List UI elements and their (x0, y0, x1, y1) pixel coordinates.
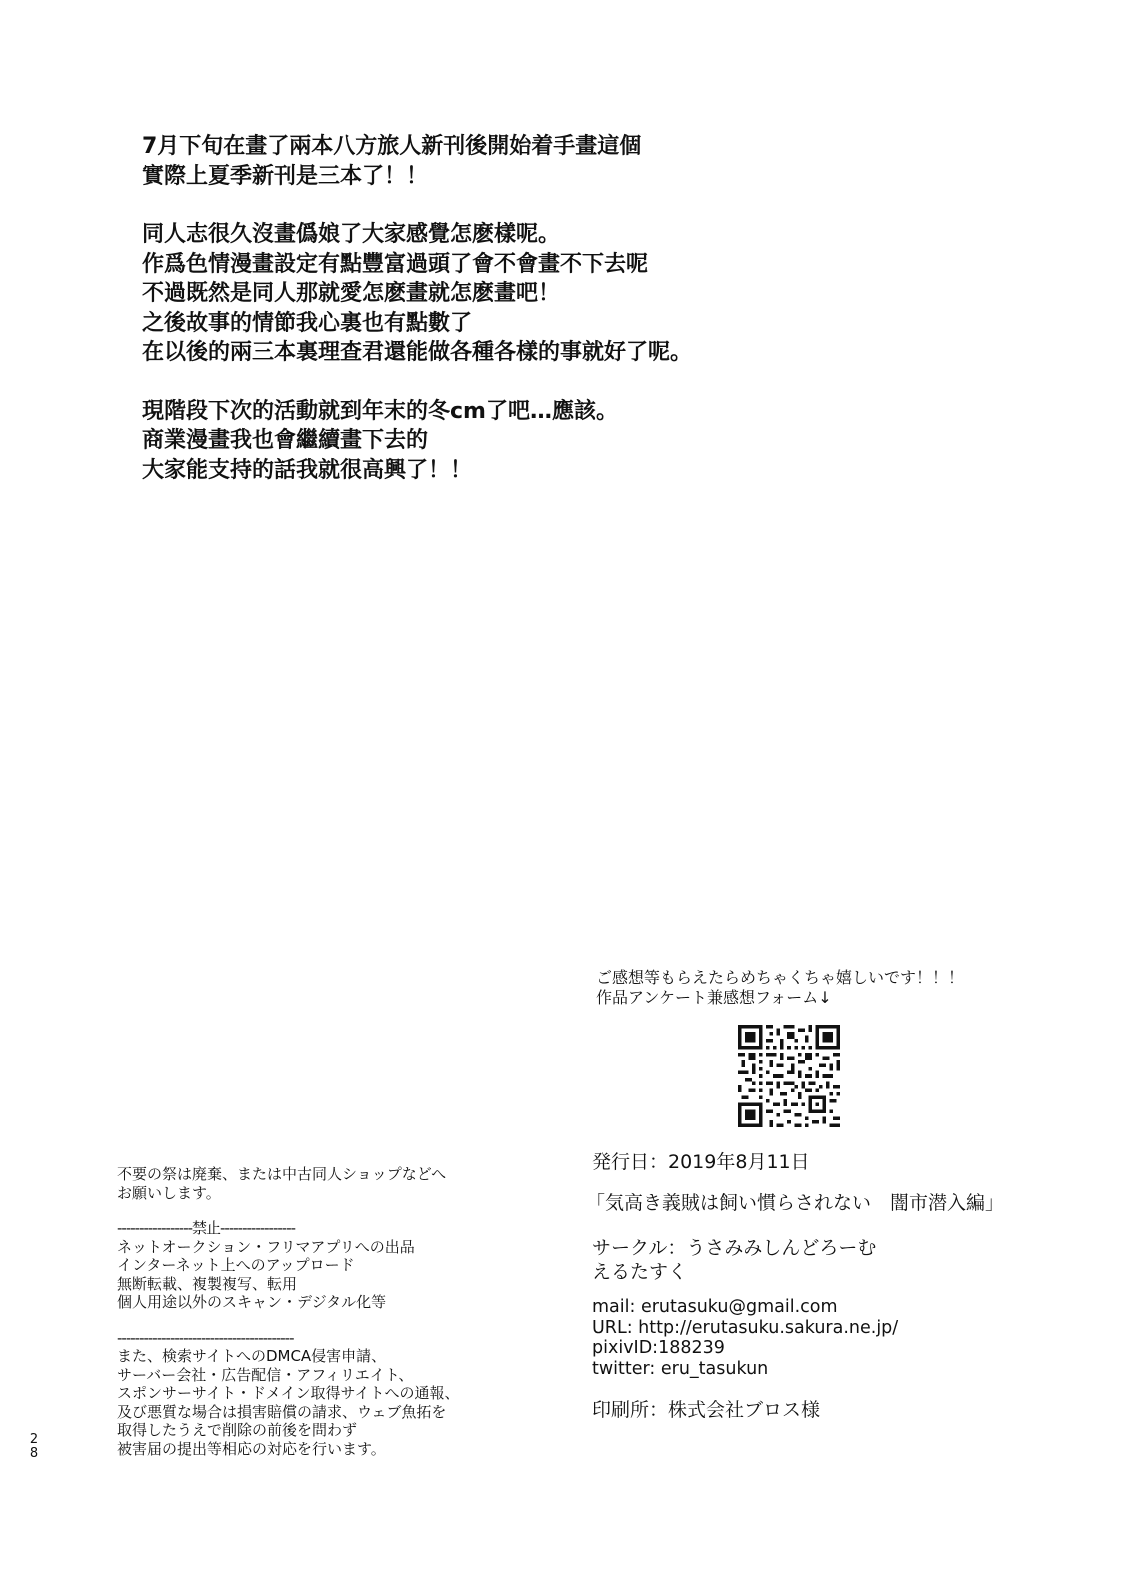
page-number-digit: 2 (29, 1432, 39, 1447)
afterword-line: 商業漫畫我也會繼續畫下去的 (142, 428, 429, 453)
contact-pixiv: pixivID:188239 (592, 1338, 725, 1358)
contact-mail: mail: erutasuku@gmail.com (592, 1297, 838, 1317)
prohibited-item: 個人用途以外のスキャン・デジタル化等 (117, 1293, 387, 1311)
prohibited-rule-top: -----------------禁止----------------- (117, 1219, 296, 1237)
prohibited-item: ネットオークション・フリマアプリへの出品 (117, 1237, 415, 1256)
notice-intro-line: お願いします。 (117, 1183, 221, 1202)
afterword-line: 同人志很久沒畫僞娘了大家感覺怎麽樣呢。 (142, 222, 561, 247)
publication-date: 発行日：2019年8月11日 (592, 1151, 810, 1173)
author-name: えるたすく (592, 1261, 688, 1283)
qr-code-icon[interactable] (738, 1025, 840, 1127)
afterword-line: 之後故事的情節我心裏也有點數了 (142, 310, 473, 336)
feedback-line-1: ご感想等もらえたらめちゃくちゃ嬉しいです！！！ (596, 968, 965, 987)
circle-name: サークル：うさみみしんどろーむ (592, 1237, 877, 1259)
page-number-digit: 8 (29, 1446, 39, 1461)
prohibited-item: インターネット上へのアップロード (117, 1256, 355, 1274)
afterword-line: 在以後的兩三本裏理查君還能做各種各樣的事就好了呢。 (142, 340, 693, 365)
contact-info (592, 1297, 898, 1379)
prohibited-rule-bottom: ---------------------------------------- (117, 1328, 294, 1347)
notice-intro-line: 不要の祭は廃棄、または中古同人ショップなどへ (117, 1165, 447, 1183)
prohibited-item: 無断転載、複製複写、転用 (117, 1274, 298, 1293)
page-number (27, 1433, 41, 1461)
afterword-line: 大家能支持的話我就很高興了！！ (142, 457, 473, 483)
dmca-line: サーバー会社・広告配信・アフィリエイト、 (117, 1365, 414, 1384)
dmca-line: 及び悪質な場合は損害賠償の請求、ウェブ魚拓を (117, 1402, 447, 1421)
afterword-paragraph-2 (142, 220, 902, 368)
book-title: 「気高き義賊は飼い慣らされない 闇市潜入編」 (586, 1192, 1005, 1214)
afterword-paragraph-1 (142, 132, 902, 191)
feedback-line-2: 作品アンケート兼感想フォーム↓ (596, 988, 832, 1007)
printer: 印刷所：株式会社ブロス様 (592, 1399, 821, 1421)
contact-url: URL: http://erutasuku.sakura.ne.jp/ (592, 1317, 899, 1338)
contact-twitter: twitter: eru_tasukun (592, 1358, 769, 1379)
dmca-line: 被害届の提出等相応の対応を行います。 (117, 1439, 386, 1458)
circle-info (592, 1236, 876, 1284)
afterword-line: 作爲色情漫畫設定有點豐富過頭了會不會畫不下去呢 (142, 251, 649, 277)
afterword (142, 132, 902, 514)
dmca-line: 取得したうえで削除の前後を問わず (117, 1421, 358, 1439)
usage-notice (117, 1165, 537, 1458)
afterword-line: 7月下旬在畫了兩本八方旅人新刊後開始着手畫這個 (142, 134, 642, 159)
afterword-line: 不過既然是同人那就愛怎麽畫就怎麽畫吧！ (142, 281, 561, 306)
afterword-paragraph-3 (142, 397, 902, 486)
feedback-request (596, 968, 1066, 1008)
afterword-line: 現階段下次的活動就到年末的冬cm了吧…應該。 (142, 398, 618, 424)
afterword-line: 實際上夏季新刊是三本了！！ (142, 163, 429, 189)
dmca-line: また、検索サイトへのDMCA侵害申請、 (117, 1347, 387, 1365)
dmca-line: スポンサーサイト・ドメイン取得サイトへの通報、 (117, 1384, 460, 1402)
